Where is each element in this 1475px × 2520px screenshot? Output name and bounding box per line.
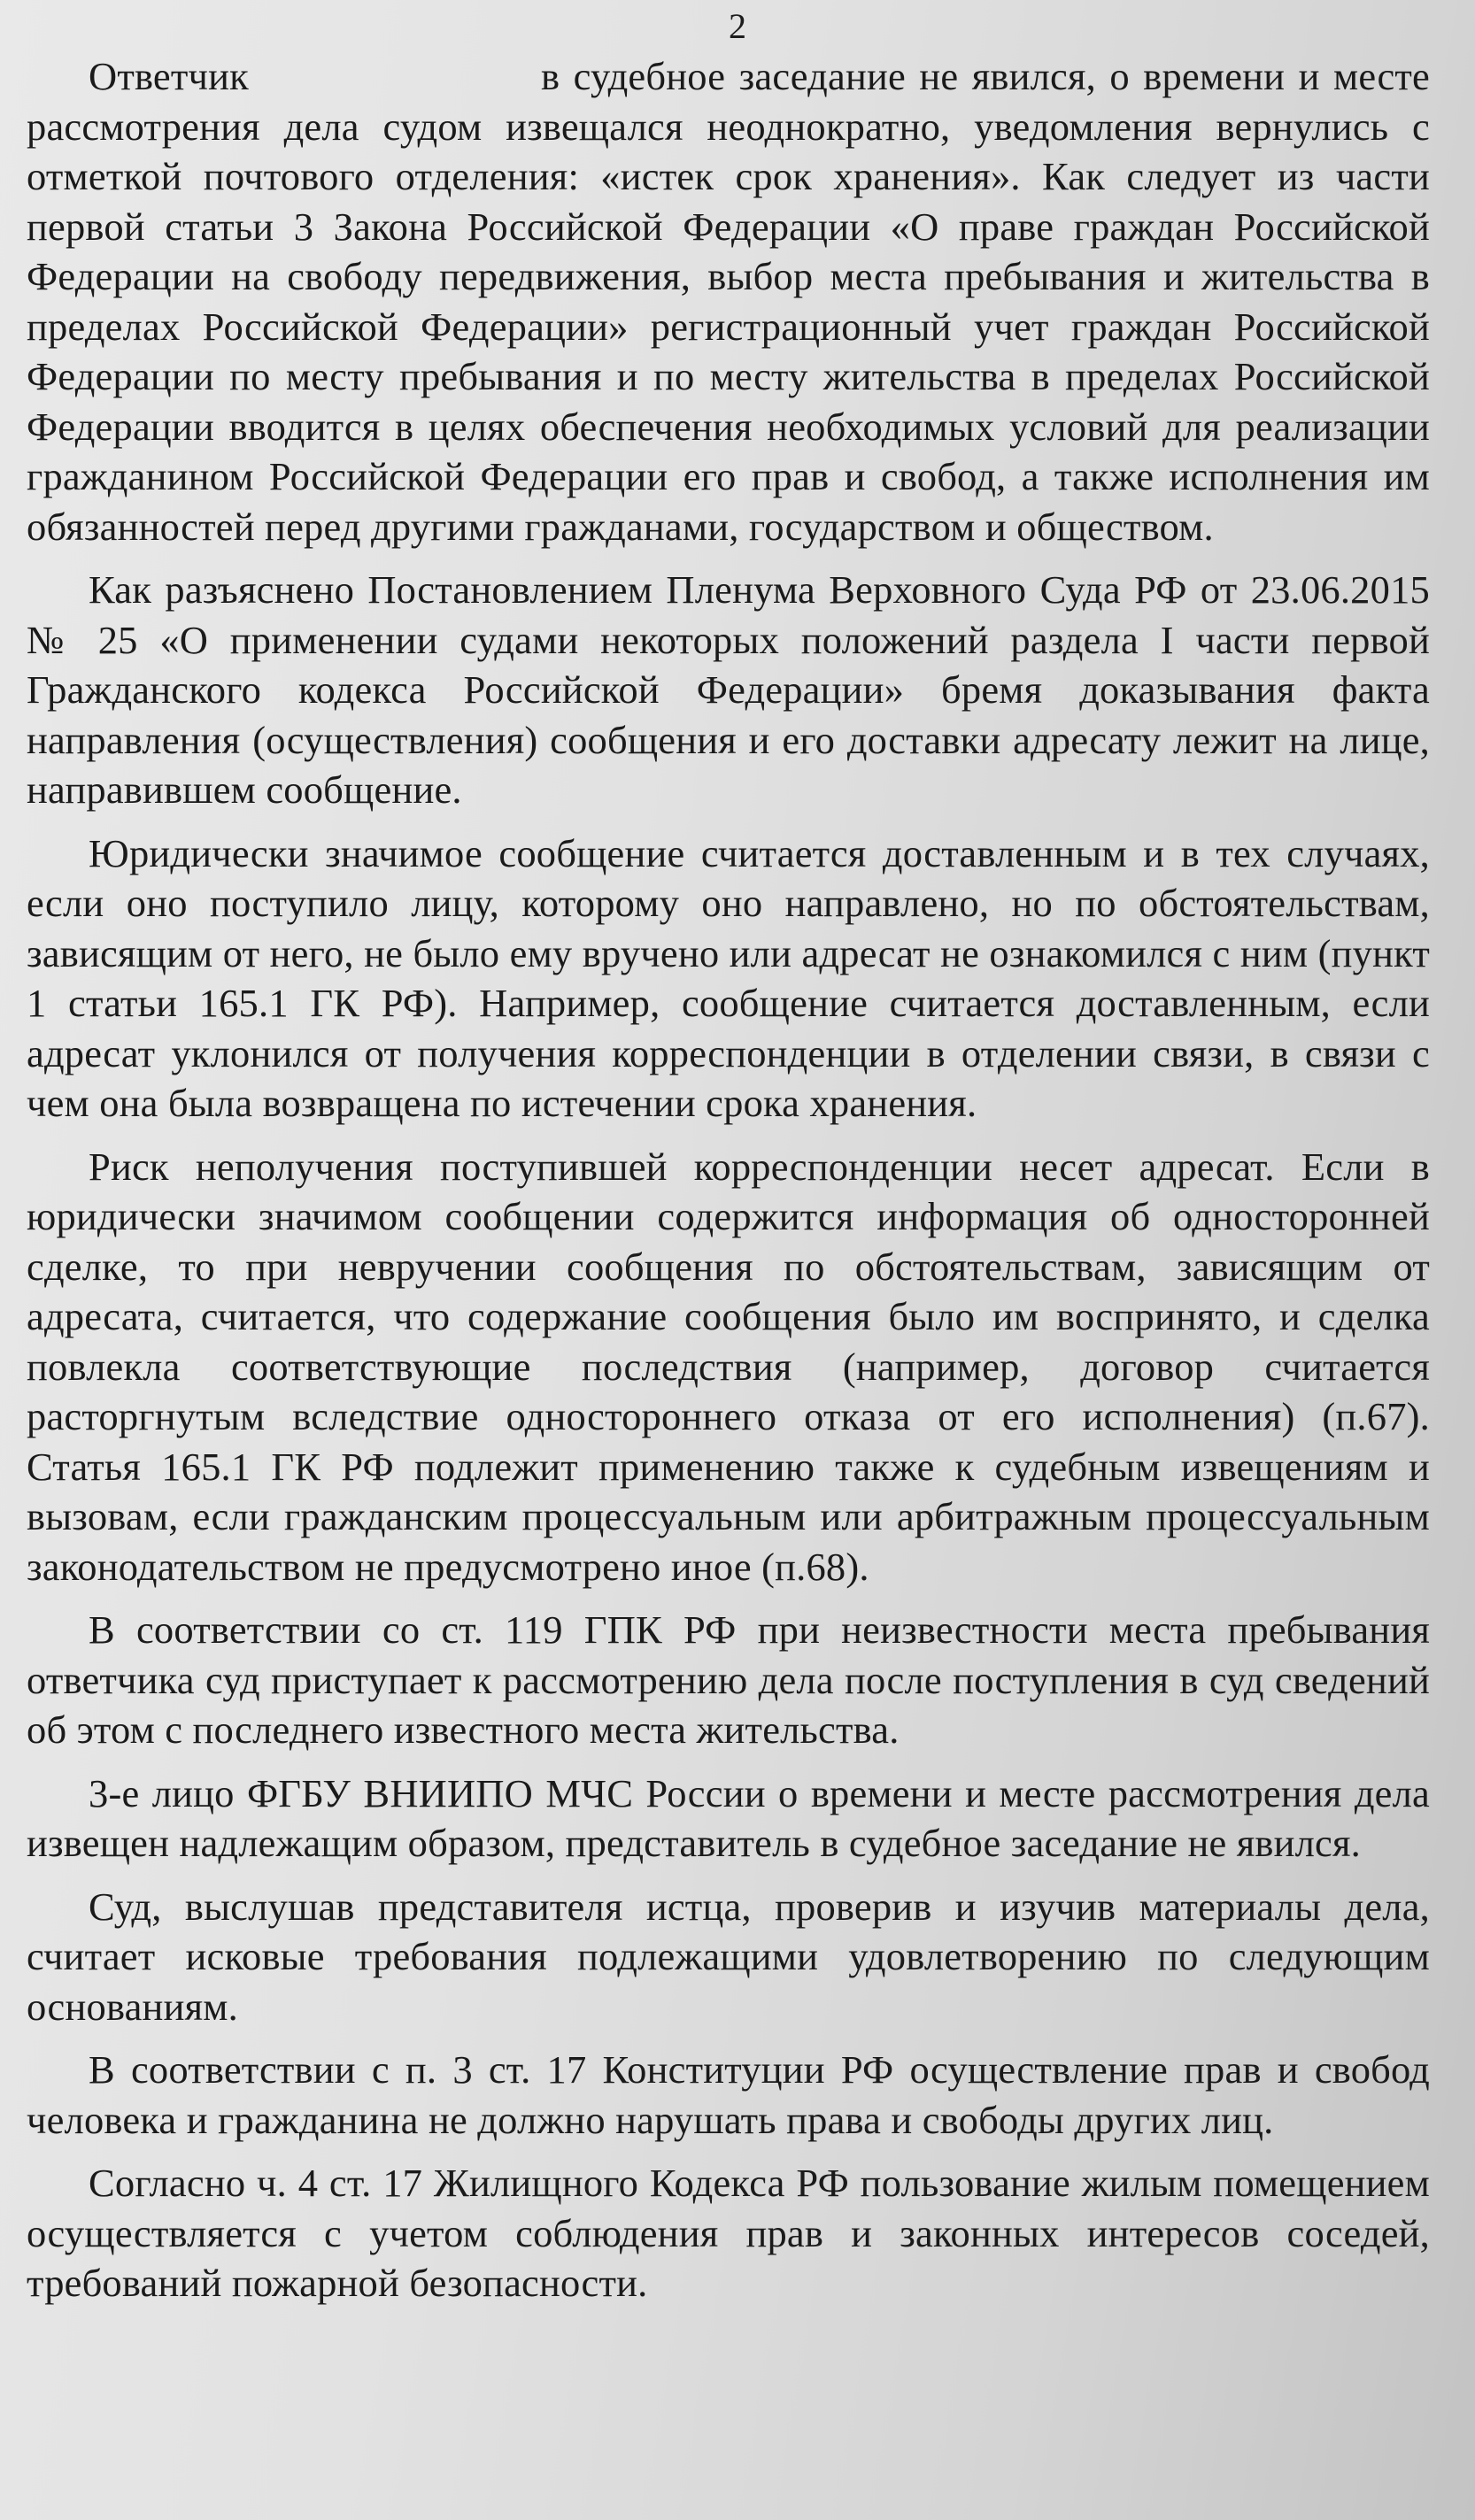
paragraph-housing-code: Согласно ч. 4 ст. 17 Жилищного Кодекса РФ пользование жилым помещением осуществляется с учетом соблюдения прав и законных интересов соседей, требований пожарной безопасности. [27,2161,1430,2305]
paragraph-constitution: В соответствии с п. 3 ст. 17 Конституции РФ осуществление прав и свобод человека и гражданина не должно нарушать права и свободы других лиц. [27,2047,1430,2142]
paragraph-defendant-notice [27,51,1430,551]
paragraph-lead-word: Ответчик [89,54,249,98]
page-number: 2 [729,6,746,46]
paragraph-third-party: 3-е лицо ФГБУ ВНИИПО МЧС России о времени и месте рассмотрения дела извещен надлежащим образом, представитель в судебное заседание не явился. [27,1770,1430,1865]
paragraph-court-conclusion: Суд, выслушав представителя истца, проверив и изучив материалы дела, считает исковые требования подлежащими удовлетворению по следующим основаниям. [27,1884,1430,2029]
paragraph-text: в судебное заседание не явился, о времени и месте рассмотрения дела судом извещался неоднократно, уведомления вернулись с отметкой почтового отделения: «истек срок хранения». Как следует из части первой статьи 3 Закона Российской Федерации «О праве граждан Российской Федерации на свободу передвижения, выбор места пребывания и жительства в пределах Российской Федерации» регистрационный учет граждан Российской Федерации по месту пребывания и по месту жительства в пределах Российской Федерации вводится в целях обеспечения необходимых условий для реализации гражданином Российской Федерации его прав и свобод, а также исполнения им обязанностей перед другими гражданами, государством и обществом. [27,54,1430,549]
paragraph-plenum-clarification: Как разъяснено Постановлением Пленума Верховного Суда РФ от 23.06.2015 № 25 «О применении судами некоторых положений раздела I части первой Гражданского кодекса Российской Федерации» бремя доказывания факта направления (осуществления) сообщения и его доставки адресату лежит на лице, направившем сообщение. [27,567,1430,812]
document-body [27,51,1430,2322]
paragraph-message-delivered: Юридически значимое сообщение считается доставленным и в тех случаях, если оно поступило лицу, которому оно направлено, но по обстоятельствам, зависящим от него, не было ему вручено или адресат не ознакомился с ним (пункт 1 статьи 165.1 ГК РФ). Например, сообщение считается доставленным, если адресат уклонился от получения корреспонденции в отделении связи, в связи с чем она была возвращена по истечении срока хранения. [27,830,1430,1125]
paragraph-risk-non-receipt: Риск неполучения поступившей корреспонденции несет адресат. Если в юридически значимом сообщении содержится информация об односторонней сделке, то при невручении сообщения по обстоятельствам, зависящим от адресата, считается, что содержание сообщения было им воспринято, и сделка повлекла соответствующие последствия (например, договор считается расторгнутым вследствие одностороннего отказа от его исполнения) (п.67). Статья 165.1 ГК РФ подлежит применению также к судебным извещениям и вызовам, если гражданским процессуальным или арбитражным процессуальным законодательством не предусмотрено иное (п.68). [27,1144,1430,1589]
paragraph-article-119: В соответствии со ст. 119 ГПК РФ при неизвестности места пребывания ответчика суд приступает к рассмотрению дела после поступления в суд сведений об этом с последнего известного места жительства. [27,1607,1430,1752]
